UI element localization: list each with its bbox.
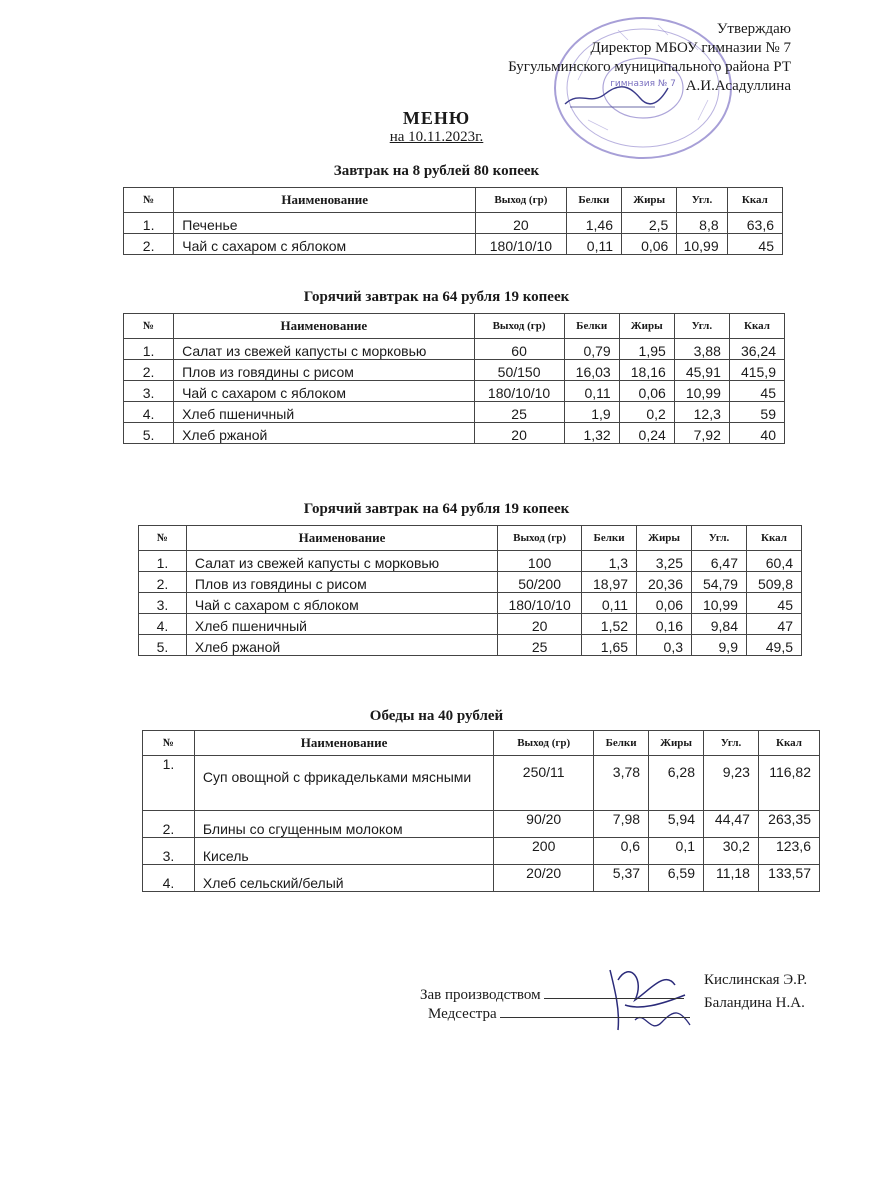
row-protein: 1,32 (564, 423, 619, 444)
nurse-label: Медсестра (428, 1006, 497, 1022)
table-row (139, 572, 802, 593)
row-output: 180/10/10 (498, 593, 582, 614)
row-name: Чай с сахаром с яблоком (186, 593, 497, 614)
row-kcal: 509,8 (746, 572, 801, 593)
row-kcal: 123,6 (758, 838, 819, 865)
row-num: 1. (143, 756, 195, 811)
row-protein: 5,37 (594, 865, 649, 892)
table-header-row (139, 526, 802, 551)
col-carb: Угл. (704, 731, 759, 756)
row-protein: 7,98 (594, 811, 649, 838)
table-row (139, 635, 802, 656)
table-row (143, 756, 820, 811)
col-output: Выход (гр) (476, 188, 567, 213)
row-name: Печенье (174, 213, 476, 234)
row-protein: 3,78 (594, 756, 649, 811)
row-carb: 7,92 (674, 423, 729, 444)
row-kcal: 45 (727, 234, 782, 255)
row-protein: 0,6 (594, 838, 649, 865)
row-carb: 30,2 (704, 838, 759, 865)
row-kcal: 49,5 (746, 635, 801, 656)
table-row (143, 865, 820, 892)
row-fat: 0,06 (622, 234, 677, 255)
col-protein: Белки (566, 188, 621, 213)
menu-table-breakfast (123, 187, 783, 255)
menu-table-hot-breakfast-2 (138, 525, 802, 656)
row-output: 250/11 (494, 756, 594, 811)
row-output: 25 (474, 402, 564, 423)
row-kcal: 36,24 (729, 339, 784, 360)
row-protein: 1,65 (582, 635, 637, 656)
row-kcal: 59 (729, 402, 784, 423)
row-carb: 11,18 (704, 865, 759, 892)
row-output: 180/10/10 (474, 381, 564, 402)
table-row (143, 838, 820, 865)
row-output: 20/20 (494, 865, 594, 892)
row-kcal: 63,6 (727, 213, 782, 234)
col-kcal: Ккал (729, 314, 784, 339)
col-name: Наименование (174, 314, 474, 339)
row-fat: 3,25 (637, 551, 692, 572)
row-kcal: 45 (729, 381, 784, 402)
row-fat: 0,16 (637, 614, 692, 635)
row-output: 180/10/10 (476, 234, 567, 255)
row-kcal: 133,57 (758, 865, 819, 892)
row-protein: 1,3 (582, 551, 637, 572)
row-output: 20 (474, 423, 564, 444)
row-carb: 12,3 (674, 402, 729, 423)
col-num: № (143, 731, 195, 756)
col-protein: Белки (594, 731, 649, 756)
table-row (124, 423, 785, 444)
row-num: 4. (124, 402, 174, 423)
row-num: 1. (124, 213, 174, 234)
col-carb: Угл. (674, 314, 729, 339)
director-signature (560, 80, 670, 110)
row-name: Чай с сахаром с яблоком (174, 234, 476, 255)
row-num: 2. (139, 572, 187, 593)
section-title-breakfast: Завтрак на 8 рублей 80 копеек (333, 163, 540, 179)
row-name: Хлеб пшеничный (186, 614, 497, 635)
row-name: Плов из говядины с рисом (174, 360, 474, 381)
menu-table-lunch (142, 730, 820, 892)
row-num: 5. (124, 423, 174, 444)
row-fat: 6,28 (649, 756, 704, 811)
table-row (139, 593, 802, 614)
col-carb: Угл. (677, 188, 727, 213)
table-row (124, 360, 785, 381)
menu-date: на 10.11.2023г. (389, 129, 484, 145)
row-protein: 0,11 (566, 234, 621, 255)
row-num: 1. (139, 551, 187, 572)
row-carb: 9,84 (692, 614, 747, 635)
row-kcal: 263,35 (758, 811, 819, 838)
table-header-row (143, 731, 820, 756)
row-fat: 6,59 (649, 865, 704, 892)
table-row (143, 811, 820, 838)
row-output: 25 (498, 635, 582, 656)
row-num: 2. (124, 234, 174, 255)
section-title-lunch: Обеды на 40 рублей (369, 708, 504, 724)
row-kcal: 60,4 (746, 551, 801, 572)
col-num: № (124, 188, 174, 213)
row-name: Салат из свежей капусты с морковью (186, 551, 497, 572)
row-output: 90/20 (494, 811, 594, 838)
menu-table-hot-breakfast-1 (123, 313, 785, 444)
row-name: Плов из говядины с рисом (186, 572, 497, 593)
seal-center-text: гимназия № 7 (610, 79, 676, 89)
row-num: 5. (139, 635, 187, 656)
row-name: Хлеб сельский/белый (194, 865, 493, 892)
row-name: Кисель (194, 838, 493, 865)
section-title-hot-breakfast-2: Горячий завтрак на 64 рубля 19 копеек (303, 501, 570, 517)
row-num: 4. (143, 865, 195, 892)
row-fat: 0,24 (619, 423, 674, 444)
approval-line-1: Утверждаю (716, 21, 791, 37)
row-name: Хлеб ржаной (174, 423, 474, 444)
table-row (139, 614, 802, 635)
col-fat: Жиры (619, 314, 674, 339)
nurse-name: Баландина Н.А. (704, 995, 805, 1011)
row-fat: 5,94 (649, 811, 704, 838)
row-carb: 54,79 (692, 572, 747, 593)
row-fat: 18,16 (619, 360, 674, 381)
row-name: Суп овощной с фрикадельками мясными (194, 756, 493, 811)
production-manager-line (420, 986, 684, 1004)
row-num: 1. (124, 339, 174, 360)
row-fat: 2,5 (622, 213, 677, 234)
row-fat: 20,36 (637, 572, 692, 593)
row-name: Чай с сахаром с яблоком (174, 381, 474, 402)
row-output: 20 (476, 213, 567, 234)
row-kcal: 40 (729, 423, 784, 444)
row-kcal: 116,82 (758, 756, 819, 811)
col-name: Наименование (174, 188, 476, 213)
row-output: 50/200 (498, 572, 582, 593)
col-num: № (124, 314, 174, 339)
col-fat: Жиры (622, 188, 677, 213)
col-name: Наименование (186, 526, 497, 551)
row-carb: 10,99 (677, 234, 727, 255)
row-carb: 45,91 (674, 360, 729, 381)
row-output: 200 (494, 838, 594, 865)
row-carb: 3,88 (674, 339, 729, 360)
row-protein: 1,52 (582, 614, 637, 635)
row-carb: 44,47 (704, 811, 759, 838)
row-num: 3. (124, 381, 174, 402)
row-carb: 8,8 (677, 213, 727, 234)
row-num: 3. (143, 838, 195, 865)
col-num: № (139, 526, 187, 551)
row-protein: 0,79 (564, 339, 619, 360)
row-fat: 0,3 (637, 635, 692, 656)
col-kcal: Ккал (727, 188, 782, 213)
approval-line-2: Директор МБОУ гимназии № 7 (590, 40, 791, 56)
row-protein: 16,03 (564, 360, 619, 381)
col-output: Выход (гр) (474, 314, 564, 339)
table-header-row (124, 188, 783, 213)
col-kcal: Ккал (746, 526, 801, 551)
row-name: Блины со сгущенным молоком (194, 811, 493, 838)
col-kcal: Ккал (758, 731, 819, 756)
row-fat: 0,2 (619, 402, 674, 423)
row-carb: 9,9 (692, 635, 747, 656)
row-fat: 0,1 (649, 838, 704, 865)
row-num: 3. (139, 593, 187, 614)
row-fat: 1,95 (619, 339, 674, 360)
table-row (124, 213, 783, 234)
row-output: 60 (474, 339, 564, 360)
row-carb: 10,99 (674, 381, 729, 402)
row-name: Хлеб ржаной (186, 635, 497, 656)
col-output: Выход (гр) (498, 526, 582, 551)
row-num: 2. (124, 360, 174, 381)
row-carb: 9,23 (704, 756, 759, 811)
col-protein: Белки (564, 314, 619, 339)
col-protein: Белки (582, 526, 637, 551)
row-num: 4. (139, 614, 187, 635)
row-protein: 0,11 (564, 381, 619, 402)
row-output: 100 (498, 551, 582, 572)
col-fat: Жиры (637, 526, 692, 551)
col-output: Выход (гр) (494, 731, 594, 756)
row-output: 50/150 (474, 360, 564, 381)
row-name: Салат из свежей капусты с морковью (174, 339, 474, 360)
table-row (124, 339, 785, 360)
col-name: Наименование (194, 731, 493, 756)
section-title-hot-breakfast-1: Горячий завтрак на 64 рубля 19 копеек (303, 289, 570, 305)
table-row (139, 551, 802, 572)
row-protein: 18,97 (582, 572, 637, 593)
row-kcal: 415,9 (729, 360, 784, 381)
row-protein: 1,46 (566, 213, 621, 234)
row-name: Хлеб пшеничный (174, 402, 474, 423)
row-fat: 0,06 (619, 381, 674, 402)
approval-line-3: Бугульминского муниципального района РТ (508, 59, 791, 75)
row-protein: 0,11 (582, 593, 637, 614)
row-carb: 10,99 (692, 593, 747, 614)
production-label: Зав производством (420, 987, 541, 1003)
production-manager-name: Кислинская Э.Р. (704, 972, 808, 988)
row-carb: 6,47 (692, 551, 747, 572)
col-carb: Угл. (692, 526, 747, 551)
table-row (124, 234, 783, 255)
approval-line-4: А.И.Асадуллина (685, 78, 791, 94)
nurse-line (428, 1005, 690, 1023)
page-title: МЕНЮ (402, 108, 471, 128)
col-fat: Жиры (649, 731, 704, 756)
table-row (124, 402, 785, 423)
row-output: 20 (498, 614, 582, 635)
row-fat: 0,06 (637, 593, 692, 614)
row-kcal: 45 (746, 593, 801, 614)
row-protein: 1,9 (564, 402, 619, 423)
table-row (124, 381, 785, 402)
row-num: 2. (143, 811, 195, 838)
table-header-row (124, 314, 785, 339)
row-kcal: 47 (746, 614, 801, 635)
